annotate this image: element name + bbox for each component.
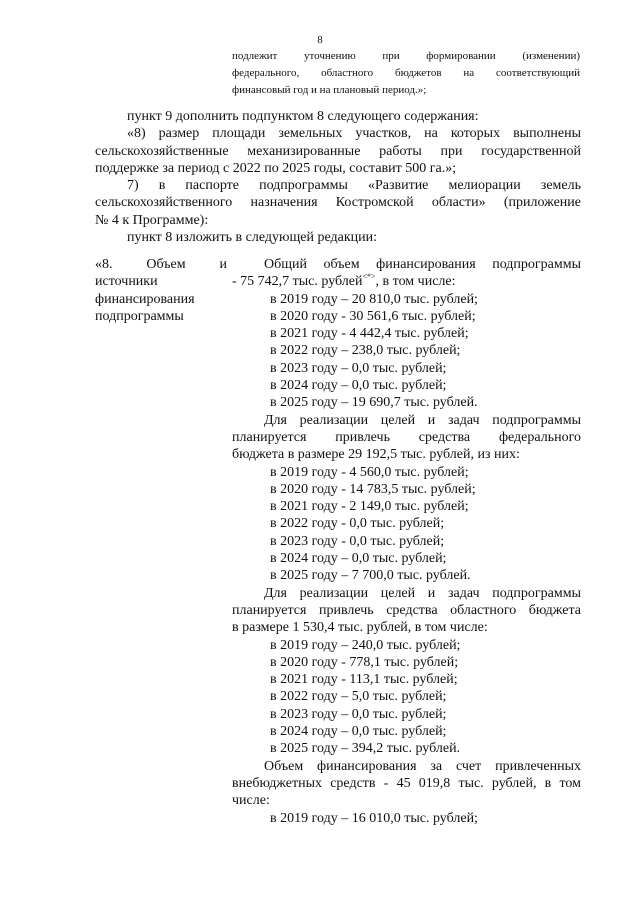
extra-line-1: Объем финансирования за счет привлеченных — [264, 758, 581, 774]
year-line: в 2024 году – 0,0 тыс. рублей; — [270, 551, 447, 567]
total-line-1: Общий объем финансирования подпрограммы — [264, 257, 581, 272]
note-word: на — [463, 67, 475, 79]
left-line-1 — [95, 256, 227, 273]
year-line: в 2021 году - 113,1 тыс. рублей; — [270, 672, 458, 688]
year-line: в 2022 году – 238,0 тыс. рублей; — [270, 343, 461, 359]
note-word: бюджетов — [394, 67, 442, 79]
regional-line-1: Для реализации целей и задач подпрограммы — [264, 585, 581, 601]
left-line-2: источники — [95, 274, 158, 290]
total-suffix: , в том числе: — [375, 274, 456, 290]
year-line: в 2024 году – 0,0 тыс. рублей; — [270, 378, 447, 394]
year-line: в 2019 году – 16 010,0 тыс. рублей; — [270, 810, 478, 826]
federal-line-3: бюджета в размере 29 192,5 тыс. рублей, из них: — [232, 447, 520, 463]
note-word: областного — [321, 67, 374, 79]
regional-line-3: в размере 1 530,4 тыс. рублей, в том числе: — [232, 620, 488, 636]
federal-line-2: планируется привлечь средства федерального — [232, 429, 581, 445]
paragraph-p3-line2: сельскохозяйственного назначения Костромской области» (приложение — [95, 195, 581, 211]
table-left-column — [95, 256, 227, 325]
year-line: в 2025 году – 19 690,7 тыс. рублей. — [270, 395, 478, 411]
paragraph-p3-line1: 7) в паспорте подпрограммы «Развитие мелиорации земель — [127, 178, 581, 194]
extra-line-2: внебюджетных средств - 45 019,8 тыс. рублей, в том — [232, 775, 581, 791]
federal-years-list — [232, 464, 581, 585]
year-line: в 2021 году - 4 442,4 тыс. рублей; — [270, 326, 469, 342]
paragraph-p2-line3: поддержке за период с 2022 по 2025 годы, составит 500 га.»; — [95, 160, 457, 176]
year-line: в 2023 году – 0,0 тыс. рублей; — [270, 706, 447, 722]
page-number: 8 — [317, 34, 323, 46]
paragraph-p3-line3: № 4 к Программе): — [95, 212, 209, 228]
regional-years-list — [232, 637, 581, 758]
left-label-part: «8. — [95, 257, 113, 272]
footnote-line-2 — [232, 65, 580, 82]
table-right-column — [232, 256, 581, 827]
note-word: уточнению — [304, 50, 356, 62]
note-word: финансовый год и на плановый период.»; — [232, 84, 427, 96]
footnote-line-3 — [232, 82, 580, 99]
note-word: формировании — [426, 50, 496, 62]
body-paragraphs — [95, 108, 581, 246]
left-label-part: и — [219, 257, 227, 272]
paragraph-p2-line1: «8) размер площади земельных участков, на которых выполнены — [127, 126, 581, 142]
year-line: в 2021 году - 2 149,0 тыс. рублей; — [270, 499, 469, 515]
year-line: в 2019 году – 20 810,0 тыс. рублей; — [270, 291, 478, 307]
year-line: в 2022 году – 5,0 тыс. рублей; — [270, 689, 447, 705]
year-line: в 2019 году – 240,0 тыс. рублей; — [270, 637, 461, 653]
note-word: подлежит — [232, 50, 278, 62]
extra-years-list — [232, 810, 581, 827]
total-years-list — [232, 291, 581, 412]
year-line: в 2024 году – 0,0 тыс. рублей; — [270, 724, 447, 740]
total-line-2 — [232, 273, 581, 290]
total-amount: - 75 742,7 тыс. рублей — [232, 274, 363, 290]
paragraph-p4: пункт 8 изложить в следующей редакции: — [127, 230, 377, 246]
year-line: в 2023 году - 0,0 тыс. рублей; — [270, 533, 445, 549]
footnote-line-1 — [232, 48, 580, 65]
year-line: в 2020 году - 30 561,6 тыс. рублей; — [270, 308, 476, 324]
extra-line-3: числе: — [232, 793, 270, 809]
left-label-part: Объем — [146, 257, 186, 272]
left-line-3: финансирования — [95, 291, 195, 307]
note-word: соответствующий — [496, 67, 581, 79]
footnote-block — [232, 48, 580, 99]
year-line: в 2020 году - 778,1 тыс. рублей; — [270, 654, 459, 670]
year-line: в 2022 году - 0,0 тыс. рублей; — [270, 516, 445, 532]
year-line: в 2025 году – 394,2 тыс. рублей. — [270, 741, 461, 757]
note-word: федерального, — [232, 67, 300, 79]
paragraph-p1: пункт 9 дополнить подпунктом 8 следующего содержания: — [127, 109, 479, 124]
year-line: в 2025 году – 7 700,0 тыс. рублей. — [270, 568, 471, 584]
note-word: (изменении) — [522, 50, 581, 62]
footnote-marker: <*> — [362, 272, 376, 282]
left-line-4: подпрограммы — [95, 308, 184, 324]
year-line: в 2019 году - 4 560,0 тыс. рублей; — [270, 464, 469, 480]
federal-line-1: Для реализации целей и задач подпрограммы — [264, 412, 581, 428]
paragraph-p2-line2: сельскохозяйственные механизированные работы при государственной — [95, 143, 581, 159]
year-line: в 2023 году – 0,0 тыс. рублей; — [270, 360, 447, 376]
year-line: в 2020 году - 14 783,5 тыс. рублей; — [270, 481, 476, 497]
note-word: при — [382, 50, 400, 62]
regional-line-2: планируется привлечь средства областного бюджета — [232, 602, 581, 618]
